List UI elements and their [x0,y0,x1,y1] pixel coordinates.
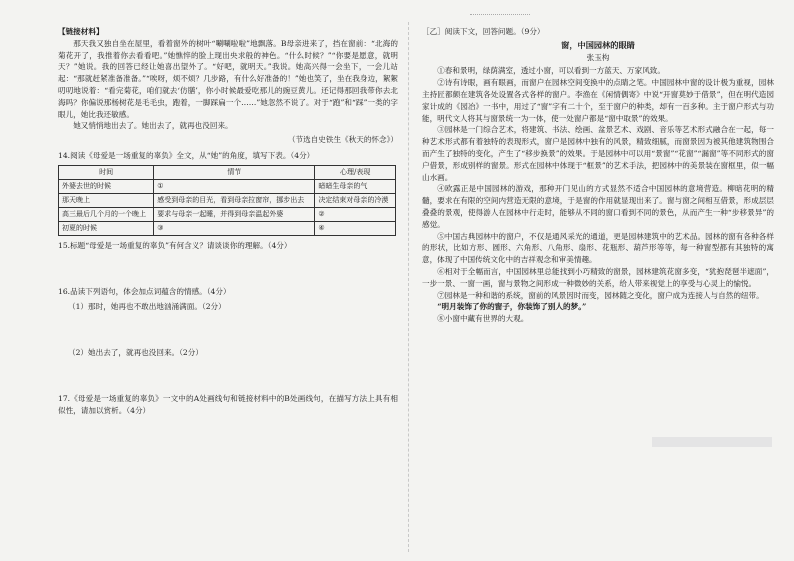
table-cell: 要求与母亲一起睡，并得到母亲温起外婆 [154,207,315,221]
table-header: 时间 [59,165,154,179]
question-14: 14.阅读《母爱是一场重复的辜负》全文，从“她”的角度，填写下表。（4分） [58,150,315,160]
table-row [59,207,396,221]
table-header-row [59,165,396,179]
table-row [59,221,396,235]
article-paragraph-2: ②诗有诗眼，画有眼画，而窗户在园林空间变换中的点睛之笔。中国园林中窗的设计极为重视，园林主持匠都颇在建筑各处设置各式各样的窗户。李渔在《闲情偶寄》中说“开窗莫妙于借景”，但在明代造园家计成的《园冶》一书中，用过了“窗”字有二十个，至于窗户的种类，却有一百多种。主于窗户形式与功能，明代文人将其与窗景统一为一体，使一处窗户都是“窗中取景”的效果。 [422,78,774,123]
table-header: 心理/表现 [315,165,396,179]
table-row [59,179,396,193]
left-column [58,26,398,417]
article-paragraph-7: ⑦园林是一种和谐的系统，窗前的风景因时而变，园林随之变化，窗户成为连接人与自然的纽带。 [437,290,764,300]
article-paragraph-5: ⑤中国古典园林中的窗户，不仅是通风采光的通道，更是园林建筑中的艺术品。园林的窗有各种各样的形状，比如方形、圆形、六角形、八角形、扇形、花瓶形、葫芦形等等，每一种窗型都有其独特的寓意，体现了中国传统文化中的吉祥观念和审美情趣。 [422,231,774,265]
table-cell[interactable]: ① [154,179,315,193]
plot-table [58,165,396,236]
link-material-tag: 【链接材料】 [58,27,104,36]
table-cell[interactable]: ② [315,207,396,221]
right-column [422,26,774,325]
scan-smudge [652,437,772,447]
article-paragraph-6: ⑥相对于全幅而言，中国园林里总能找到小巧精致的窗景，园林建筑花窗多变，“犹抱琵琶半遮面”，一步一景、一窗一画，窗与景物之间形成一种微妙的关系，给人带来视觉上的享受与心灵上的愉悦。 [422,266,774,288]
top-dotted-mark [470,14,530,15]
passage-source: （节选自史铁生《秋天的怀念》） [287,135,398,145]
table-cell: 决定结束对母亲的冷漠 [315,193,396,207]
article-paragraph-3: ③园林是一门综合艺术，将建筑、书法、绘画、盆景艺术、戏剧、音乐等艺术形式融合在一起，每一种艺术形式都有着独特的表现形式，窗户是园林中独有的风景，精致细腻，而窗景因为被其他建筑物围合而产生了独特的变化，产生了“移步换景”的效果。于是园林中可以用“景窗”“花窗”“漏窗”等不同形式的窗户借景，形成别样的窗景。形式在园林中体现于“框景”的艺术手法，把园林中的美景装在窗框里，似一幅山水画。 [422,125,774,182]
answer-space-16-2[interactable] [58,359,398,389]
answer-space-16-1[interactable] [58,313,398,343]
table-cell: 高三最后几个月的一个晚上 [59,207,154,221]
article-quote: “明月装饰了你的窗子，你装饰了别人的梦。” [437,302,587,312]
table-cell: 暗暗生母亲的气 [315,179,396,193]
table-cell[interactable]: ③ [154,221,315,235]
table-cell: 初夏的时候 [59,221,154,235]
question-16-2: （2）她出去了，就再也没回来。（2分） [68,348,203,358]
link-passage-paragraph-1: 那天我又独自坐在屋里，看着窗外的树叶“唰唰啦啦”地飘落。B母亲进来了，挡在窗前：“北海的菊花开了，我推着你去看看吧。”她憔悴的脸上现出央求般的神色。“什么时候？”“你要是愿意，就明天？”她说。我的回答已经让她喜出望外了。“好吧，就明天。”我说。她高兴得一会坐下，一会儿站起：“那就赶紧准备准备。”“唉呀，烦不烦？几步路，有什么好准备的！”她也笑了，坐在我身边，絮絮叨叨地说着：“看完菊花，咱们就去‘仿膳’，你小时候最爱吃那儿的豌豆黄儿。还记得那回我带你去北海吗？你偏说那杨树花是毛毛虫，跑着，一脚踩扁一个……”她忽然不说了。对于“跑”和“踩”一类的字眼儿，她比我还敏感。 [58,38,398,119]
article-title: 窗，中国园林的眼睛 [561,39,635,50]
column-divider [408,22,409,552]
link-passage-paragraph-2: 她又悄悄地出去了。她出去了，就再也没回来。 [73,121,233,131]
article-paragraph-4: ④欧露正是中国园林的游戏，那种开门见山的方式显然不适合中国园林的意境营造。柳暗花明的精髓，要求在有限的空间内营造无限的意境，于是窗的作用就显现出来了。窗与窗之间相互借景，形成层层叠叠的景观，使得游人在园林中行走时，能够从不同的窗口看到不同的景色，从而产生一种“步移景异”的感觉。 [422,184,774,229]
table-cell[interactable]: ④ [315,221,396,235]
article-author: 张玉构 [586,52,610,62]
answer-space-15[interactable] [58,252,398,282]
reading-intro: ［乙］阅读下文，回答问题。（9分） [422,27,545,36]
question-15: 15.标题“母爱是一场重复的辜负”有何含义？请谈谈你的理解。（4分） [58,240,292,250]
table-cell: 那天晚上 [59,193,154,207]
table-header: 情节 [154,165,315,179]
article-paragraph-1: ①春和景明，绿荫满室，透过小窗，可以看到一方蓝天、万家风致。 [437,66,665,76]
question-16: 16.品读下列语句，体会加点词蕴含的情感。（4分） [58,286,231,296]
question-16-1: （1）那时，她再也不敢出地汹涌满面。（2分） [68,302,226,312]
question-17: 17.《母爱是一场重复的辜负》一文中的A处画线句和链接材料中的B处画线句，在描写方法上具有相似性，请加以赏析。（4分） [58,393,398,415]
table-cell: 外婆去世的时候 [59,179,154,193]
table-row [59,193,396,207]
article-paragraph-8: ⑧小窗中藏有世界的大观。 [437,314,529,324]
table-cell: 感受到母亲的目光，看到母亲拉窗帘，挪步出去 [154,193,315,207]
